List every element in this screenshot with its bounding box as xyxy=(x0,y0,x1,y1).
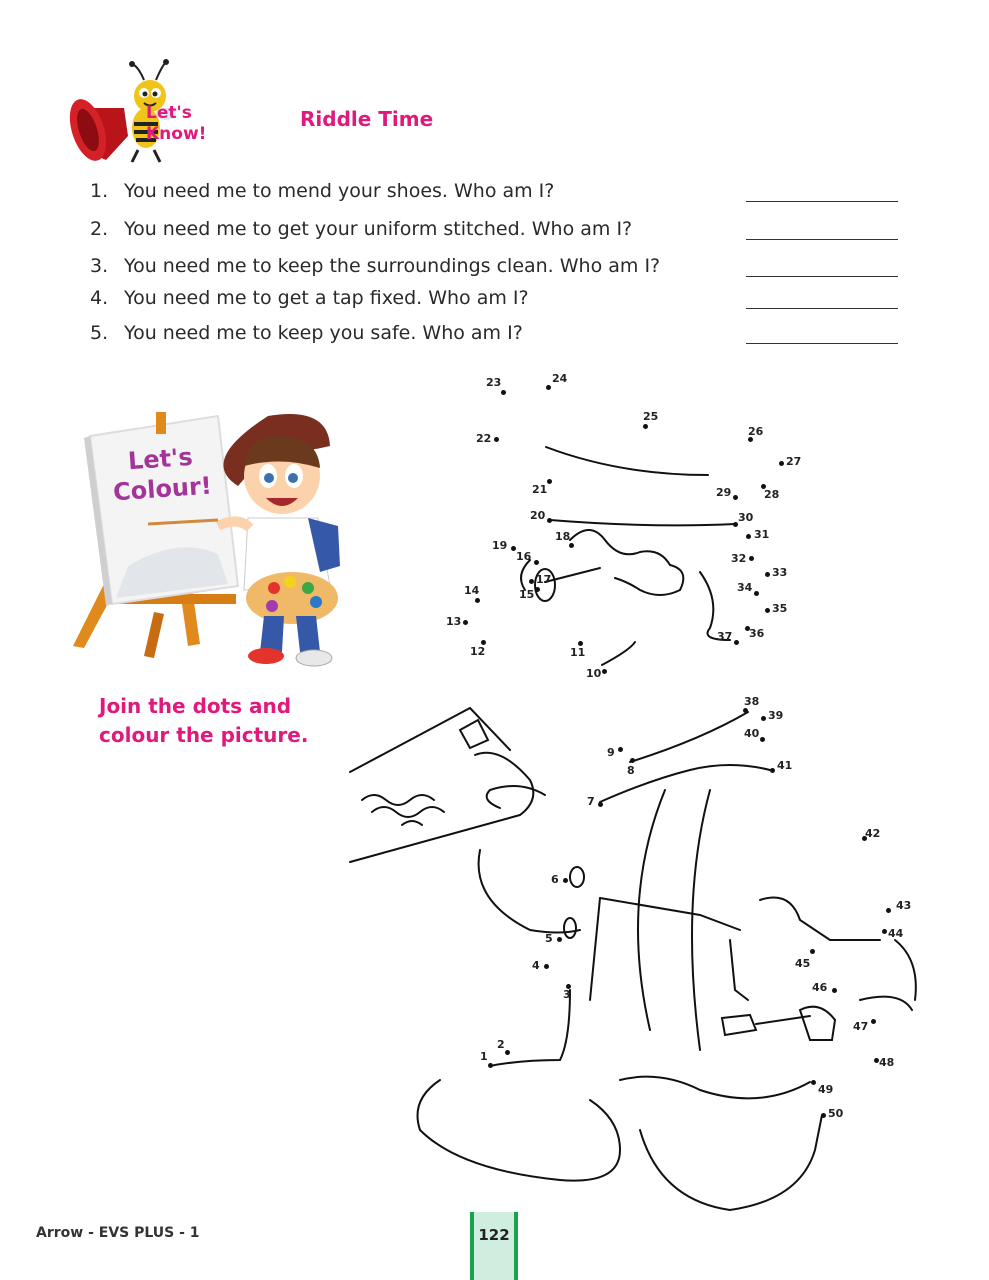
dot-label-50: 50 xyxy=(828,1107,844,1120)
dot-25 xyxy=(643,424,648,429)
dot-8 xyxy=(630,758,635,763)
dot-5 xyxy=(557,937,562,942)
dot-15 xyxy=(535,587,540,592)
dot-label-7: 7 xyxy=(587,795,595,808)
dot-label-4: 4 xyxy=(532,959,540,972)
dot-17 xyxy=(529,579,534,584)
dot-label-30: 30 xyxy=(738,511,754,524)
dot-label-48: 48 xyxy=(879,1056,895,1069)
dot-21 xyxy=(547,479,552,484)
section-title: Riddle Time xyxy=(300,107,434,131)
dot-label-18: 18 xyxy=(555,530,571,543)
dot-label-32: 32 xyxy=(731,552,747,565)
dot-label-1: 1 xyxy=(480,1050,488,1063)
riddle-number: 4. xyxy=(90,287,109,309)
dot-label-17: 17 xyxy=(536,573,552,586)
dot-label-23: 23 xyxy=(486,376,502,389)
dot-41 xyxy=(770,768,775,773)
badge-line1: Let's xyxy=(146,103,192,123)
riddle-number: 2. xyxy=(90,218,109,240)
dot-35 xyxy=(765,608,770,613)
dot-49 xyxy=(811,1080,816,1085)
dot-label-3: 3 xyxy=(563,988,571,1001)
dot-label-19: 19 xyxy=(492,539,508,552)
dot-13 xyxy=(463,620,468,625)
dot-label-28: 28 xyxy=(764,488,780,501)
dot-label-36: 36 xyxy=(749,627,765,640)
dot-2 xyxy=(505,1050,510,1055)
dot-19 xyxy=(511,546,516,551)
riddle-text: You need me to keep the surroundings clean. Who am I? xyxy=(124,255,661,277)
dot-label-45: 45 xyxy=(795,957,811,970)
dot-37 xyxy=(734,640,739,645)
badge-line2: Know! xyxy=(146,124,207,144)
dot-39 xyxy=(761,716,766,721)
dot-18 xyxy=(569,543,574,548)
dot-label-49: 49 xyxy=(818,1083,834,1096)
dot-label-43: 43 xyxy=(896,899,912,912)
dot-32 xyxy=(749,556,754,561)
instruction-line2: colour the picture. xyxy=(99,723,309,747)
dot-label-2: 2 xyxy=(497,1038,505,1051)
dot-33 xyxy=(765,572,770,577)
dot-20 xyxy=(547,518,552,523)
dot-label-9: 9 xyxy=(607,746,615,759)
riddle-number: 1. xyxy=(90,180,109,202)
dot-label-34: 34 xyxy=(737,581,753,594)
dot-4 xyxy=(544,964,549,969)
dot-label-37: 37 xyxy=(717,630,733,643)
dot-label-47: 47 xyxy=(853,1020,869,1033)
dot-7 xyxy=(598,802,603,807)
dot-44 xyxy=(882,929,887,934)
dot-9 xyxy=(618,747,623,752)
dot-34 xyxy=(754,591,759,596)
dot-16 xyxy=(534,560,539,565)
dot-38 xyxy=(743,708,748,713)
riddle-number: 5. xyxy=(90,322,109,344)
dot-label-42: 42 xyxy=(865,827,881,840)
dot-label-8: 8 xyxy=(627,764,635,777)
dot-label-11: 11 xyxy=(570,646,586,659)
dot-label-21: 21 xyxy=(532,483,548,496)
dot-label-46: 46 xyxy=(812,981,828,994)
instruction-line1: Join the dots and xyxy=(99,694,292,718)
dot-40 xyxy=(760,737,765,742)
dot-31 xyxy=(746,534,751,539)
dot-label-44: 44 xyxy=(888,927,904,940)
book-title: Arrow - EVS PLUS - 1 xyxy=(36,1225,200,1241)
dot-50 xyxy=(821,1113,826,1118)
dot-label-25: 25 xyxy=(643,410,659,423)
dot-label-27: 27 xyxy=(786,455,802,468)
riddle-text: You need me to get your uniform stitched. Who am I? xyxy=(124,218,633,240)
dot-label-39: 39 xyxy=(768,709,784,722)
dot-label-31: 31 xyxy=(754,528,770,541)
dot-label-5: 5 xyxy=(545,932,553,945)
page-number-box xyxy=(470,1212,518,1280)
dot-label-26: 26 xyxy=(748,425,764,438)
riddle-number: 3. xyxy=(90,255,109,277)
dot-label-38: 38 xyxy=(744,695,760,708)
dot-14 xyxy=(475,598,480,603)
dot-label-12: 12 xyxy=(470,645,486,658)
dot-label-22: 22 xyxy=(476,432,492,445)
dot-label-13: 13 xyxy=(446,615,462,628)
dot-label-29: 29 xyxy=(716,486,732,499)
dot-6 xyxy=(563,878,568,883)
dot-label-33: 33 xyxy=(772,566,788,579)
dot-22 xyxy=(494,437,499,442)
dot-label-20: 20 xyxy=(530,509,546,522)
dot-27 xyxy=(779,461,784,466)
riddle-text: You need me to get a tap fixed. Who am I? xyxy=(124,287,529,309)
dot-1 xyxy=(488,1063,493,1068)
dot-24 xyxy=(546,385,551,390)
dot-label-40: 40 xyxy=(744,727,760,740)
dot-label-16: 16 xyxy=(516,550,532,563)
dot-29 xyxy=(733,495,738,500)
dot-label-14: 14 xyxy=(464,584,480,597)
page-number: 122 xyxy=(478,1226,510,1244)
dot-47 xyxy=(871,1019,876,1024)
dot-10 xyxy=(602,669,607,674)
dot-23 xyxy=(501,390,506,395)
dot-label-10: 10 xyxy=(586,667,602,680)
canvas-line1: Let's xyxy=(127,442,194,476)
riddle-text: You need me to keep you safe. Who am I? xyxy=(124,322,523,344)
dot-label-6: 6 xyxy=(551,873,559,886)
dot-label-35: 35 xyxy=(772,602,788,615)
dot-label-24: 24 xyxy=(552,372,568,385)
dot-46 xyxy=(832,988,837,993)
dot-label-41: 41 xyxy=(777,759,793,772)
dot-43 xyxy=(886,908,891,913)
riddle-text: You need me to mend your shoes. Who am I? xyxy=(124,180,555,202)
canvas-line2: Colour! xyxy=(112,471,213,507)
dot-45 xyxy=(810,949,815,954)
dot-label-15: 15 xyxy=(519,588,535,601)
